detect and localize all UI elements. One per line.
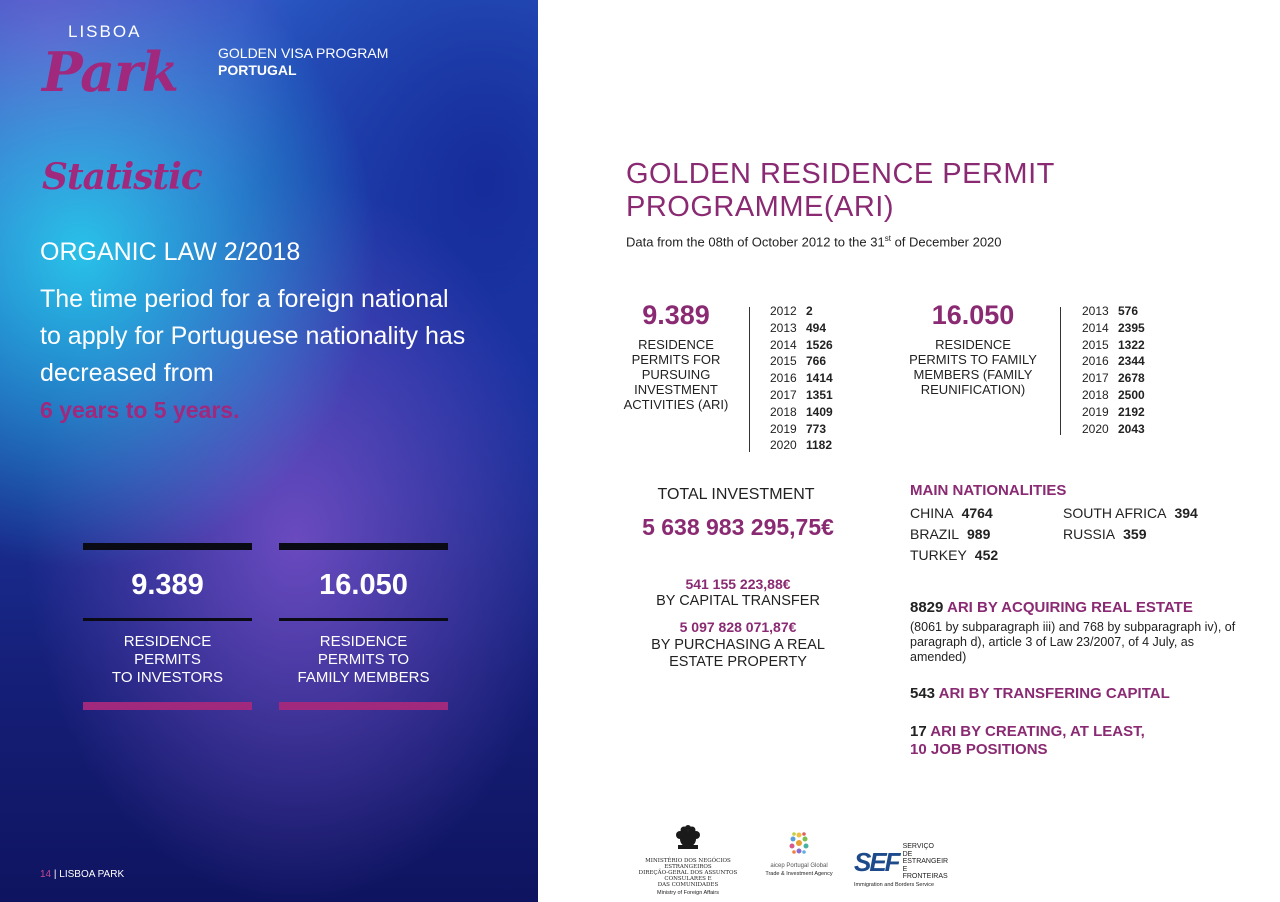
investors-year-list [770,303,833,454]
year: 2012 [770,304,797,318]
card-value: 16.050 [319,569,408,601]
logo-line: SERVIÇO [902,843,934,850]
ari-count: 17 [910,723,927,740]
sef-letters: SEF [854,846,899,877]
year-row [1082,353,1145,370]
country: RUSSIA [1063,526,1116,542]
year-value: 2192 [1118,404,1145,419]
nationality-item [910,526,990,542]
year: 2017 [1082,371,1109,386]
year-value: 1414 [806,371,833,386]
country: SOUTH AFRICA [1063,505,1167,521]
label-line: ACTIVITIES (ARI) [623,397,729,412]
year: 2016 [1082,354,1109,369]
logo-line: DAS COMUNIDADES [657,882,719,888]
year-value: 2043 [1118,421,1145,436]
ari-label: ARI BY ACQUIRING REAL ESTATE [943,599,1193,616]
year-row [770,353,833,370]
card-label [83,633,252,687]
right-panel [538,0,1280,902]
tagline-country: PORTUGAL [218,62,297,78]
page-title [626,158,1126,224]
ari-label: ARI BY TRANSFERING CAPITAL [935,685,1170,702]
logo-aicep [763,830,835,877]
divider-line [749,307,750,452]
law-title: ORGANIC LAW 2/2018 [40,238,301,266]
card-divider [83,618,252,621]
sef-mark [854,843,954,881]
year-value: 494 [806,320,827,335]
country-value: 394 [1174,505,1198,521]
year-value: 2678 [1118,371,1145,386]
year: 2016 [770,371,797,386]
card-label-line: PERMITS TO [317,651,410,668]
divider-line [1060,307,1061,435]
law-text: The time period for a foreign national to apply for Portuguese nationality has decreased from [40,285,466,387]
year: 2015 [1082,337,1109,352]
logo-sef [854,843,954,888]
country-value: 4764 [961,505,993,521]
data-period-subtitle [626,234,1002,249]
total-investment-label: TOTAL INVESTMENT [657,486,815,503]
family-label [898,337,1048,397]
logo-line: aicep Portugal Global [770,863,828,869]
label-line: PURSUING [641,367,711,382]
logo-line: MINISTÉRIO DOS NEGÓCIOS ESTRANGEIROS [645,858,731,870]
year-value: 1526 [806,337,833,352]
country-value: 452 [974,547,999,563]
year: 2017 [770,387,797,402]
year-row [1082,421,1145,438]
tagline-program: GOLDEN VISA PROGRAM [218,45,389,61]
ari-real-estate-note: (8061 by subparagraph iii) and 768 by subparagraph iv), of paragraph d), article 3 of Law 23/2007, of 4 July, as amended) [910,620,1236,664]
card-label-line: RESIDENCE [123,633,212,650]
label-line: MEMBERS (FAMILY [913,367,1033,382]
year: 2015 [770,354,797,369]
card-label-line: RESIDENCE [319,633,408,650]
year: 2019 [770,421,797,436]
section-title: Statistic [42,156,202,198]
ari-jobs [910,723,1145,759]
logo-sef-subtitle: Immigration and Borders Service [854,881,935,888]
subtitle-text: of December 2020 [890,234,1002,250]
year: 2020 [1082,421,1109,436]
card-value: 9.389 [131,569,204,601]
year-row [1082,337,1145,354]
year: 2019 [1082,404,1109,419]
label-line: REUNIFICATION) [920,382,1026,397]
year-row [770,404,833,421]
label-line: ESTATE PROPERTY [669,654,807,670]
family-year-list [1082,303,1145,437]
country-value: 989 [967,526,991,542]
real-estate-label [618,637,858,671]
label-line: RESIDENCE [935,337,1011,352]
label-line: INVESTMENT [634,382,718,397]
year-row [770,320,833,337]
year-value: 1322 [1118,337,1145,352]
country-value: 359 [1123,526,1147,542]
year: 2014 [770,337,797,352]
family-total: 16.050 [931,300,1015,330]
year-value: 2395 [1118,320,1145,335]
logo-line: DIREÇÃO-GERAL DOS ASSUNTOS CONSULARES E [638,870,738,882]
total-investment-value: 5 638 983 295,75€ [642,514,834,540]
ari-real-estate [910,599,1193,617]
logo-aicep-text [763,863,835,877]
year-value: 2 [806,304,813,318]
logo-mne-text [630,858,746,896]
year-row [770,370,833,387]
year-row [1082,370,1145,387]
card-label-line: TO INVESTORS [111,669,224,686]
page-footer [40,869,124,880]
card-top-bar [279,543,448,550]
stat-card-family [279,543,448,711]
nationality-item [910,547,998,563]
year-row [1082,303,1145,320]
year-value: 1409 [806,404,833,419]
aicep-globe-icon [763,830,835,858]
label-line: PERMITS TO FAMILY [909,352,1037,367]
nationality-item [910,505,993,521]
year: 2014 [1082,320,1109,335]
page-number: 14 [40,869,52,880]
logo-line: DE ESTRANGEIR [902,850,949,865]
card-label-line: FAMILY MEMBERS [297,669,430,686]
ari-count: 8829 [910,599,944,616]
brand-lisboa: LISBOA [68,22,142,41]
subtitle-text: Data from the 08th of October 2012 to the 31 [626,234,885,250]
year-row [1082,320,1145,337]
capital-transfer-label: BY CAPITAL TRANSFER [656,593,820,609]
label-line: PERMITS FOR [631,352,721,367]
ari-capital [910,685,1170,703]
title-line: GOLDEN RESIDENCE PERMIT [626,158,1055,190]
sef-name [903,843,954,881]
year-row [1082,404,1145,421]
country: TURKEY [910,547,967,563]
country: CHINA [910,505,954,521]
year: 2013 [1082,304,1109,318]
label-line: RESIDENCE [638,337,714,352]
nationalities-title: MAIN NATIONALITIES [910,482,1067,499]
year: 2013 [770,320,797,335]
year-value: 1182 [806,438,833,453]
card-divider [279,618,448,621]
year-row [770,387,833,404]
ari-label: ARI BY CREATING, AT LEAST, [926,723,1145,740]
ministry-emblem-icon [630,825,746,853]
year: 2018 [1082,387,1109,402]
card-label-line: PERMITS [134,651,201,668]
nationality-item [1063,505,1198,521]
label-line: BY PURCHASING A REAL [651,637,825,653]
capital-transfer-value: 541 155 223,88€ [685,576,791,592]
real-estate-value: 5 097 828 071,87€ [679,619,797,635]
year-value: 773 [806,421,827,436]
subtitle-sup: st [884,234,891,243]
year-row [770,437,833,454]
year: 2020 [770,438,797,453]
year-row [770,337,833,354]
nationality-item [1063,526,1146,542]
year-value: 576 [1118,304,1139,318]
year-row [770,303,833,320]
year-value: 1351 [806,387,833,402]
left-panel [0,0,538,902]
stat-card-investors [83,543,252,711]
year-row [1082,387,1145,404]
card-bottom-bar [83,702,252,710]
year-value: 2500 [1118,387,1145,402]
card-label [279,633,448,687]
ari-label: 10 JOB POSITIONS [910,741,1048,758]
brand-park-logo: Park [42,40,179,104]
logo-line: Ministry of Foreign Affairs [657,890,719,896]
law-highlight: 6 years to 5 years. [40,397,240,423]
ari-count: 543 [910,685,936,702]
country: BRAZIL [910,526,960,542]
logo-line: Trade & Investment Agency [765,871,833,877]
card-top-bar [83,543,252,550]
year-value: 766 [806,354,827,369]
card-bottom-bar [279,702,448,710]
year: 2018 [770,404,797,419]
investors-total: 9.389 [642,300,710,330]
investors-label [616,337,736,412]
footer-text: | LISBOA PARK [51,869,125,880]
year-row [770,421,833,438]
title-line: PROGRAMME(ARI) [626,191,894,223]
year-value: 2344 [1118,354,1145,369]
logo-line: E FRONTEIRAS [902,865,948,880]
logo-ministry-foreign-affairs [630,825,746,896]
